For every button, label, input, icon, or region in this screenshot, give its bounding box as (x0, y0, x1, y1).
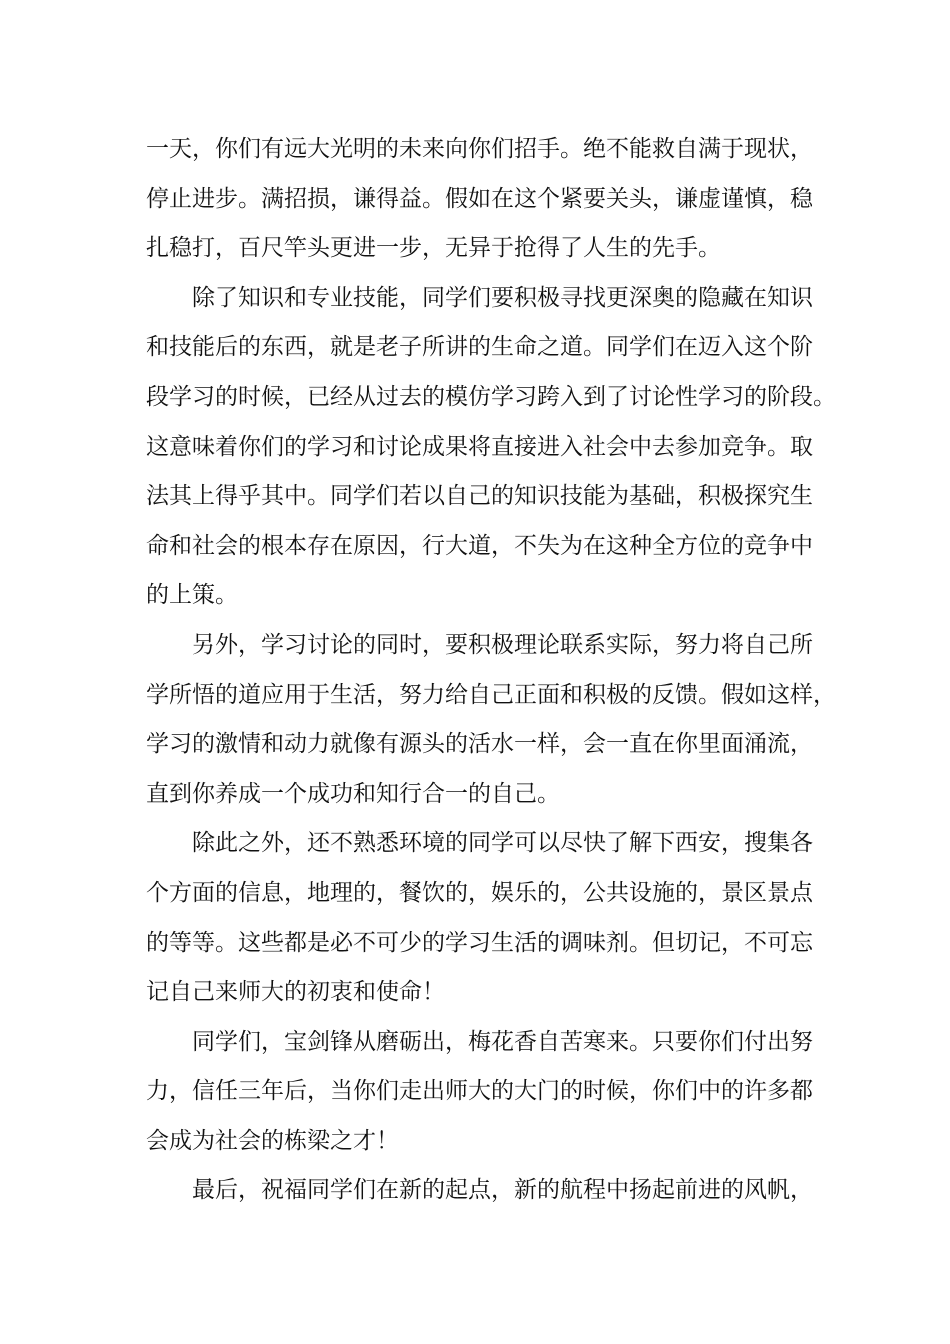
paragraph-first-line: 另外，学习讨论的同时，要积极理论联系实际，努力将自己所 (192, 631, 813, 658)
text-line: 法其上得乎其中。同学们若以自己的知识技能为基础，积极探究生 (146, 483, 813, 510)
paragraph-first-line: 最后，祝福同学们在新的起点，新的航程中扬起前进的风帆， (192, 1177, 813, 1204)
text-line: 会成为社会的栋梁之才！ (146, 1127, 399, 1154)
text-line: 记自己来师大的初衷和使命！ (146, 979, 445, 1006)
text-line: 直到你养成一个成功和知行合一的自己。 (146, 780, 560, 807)
text-line: 一天，你们有远大光明的未来向你们招手。绝不能救自满于现状， (146, 136, 813, 162)
paragraph-first-line: 除此之外，还不熟悉环境的同学可以尽快了解下西安，搜集各 (192, 830, 813, 857)
text-line: 命和社会的根本存在原因，行大道，不失为在这种全方位的竞争中 (146, 532, 813, 559)
text-line: 这意味着你们的学习和讨论成果将直接进入社会中去参加竞争。取 (146, 433, 813, 460)
text-line: 学所悟的道应用于生活，努力给自己正面和积极的反馈。假如这样， (146, 681, 836, 708)
document-body (146, 127, 836, 1218)
text-line: 个方面的信息，地理的，餐饮的，娱乐的，公共设施的，景区景点 (146, 879, 813, 906)
paragraph-first-line: 除了知识和专业技能，同学们要积极寻找更深奥的隐藏在知识 (192, 284, 813, 311)
text-line: 的等等。这些都是必不可少的学习生活的调味剂。但切记，不可忘 (146, 929, 813, 956)
paragraph-first-line: 同学们，宝剑锋从磨砺出，梅花香自苦寒来。只要你们付出努 (192, 1028, 813, 1055)
text-line: 学习的激情和动力就像有源头的活水一样，会一直在你里面涌流， (146, 731, 813, 758)
text-line: 停止进步。满招损，谦得益。假如在这个紧要关头，谦虚谨慎，稳 (146, 185, 813, 212)
text-line: 扎稳打，百尺竿头更进一步，无异于抢得了人生的先手。 (146, 235, 721, 262)
text-line: 的上策。 (146, 582, 238, 609)
text-line: 段学习的时候，已经从过去的模仿学习跨入到了讨论性学习的阶段。 (146, 383, 836, 410)
text-line: 和技能后的东西，就是老子所讲的生命之道。同学们在迈入这个阶 (146, 334, 813, 361)
text-line: 力，信任三年后，当你们走出师大的大门的时候，你们中的许多都 (146, 1078, 813, 1105)
